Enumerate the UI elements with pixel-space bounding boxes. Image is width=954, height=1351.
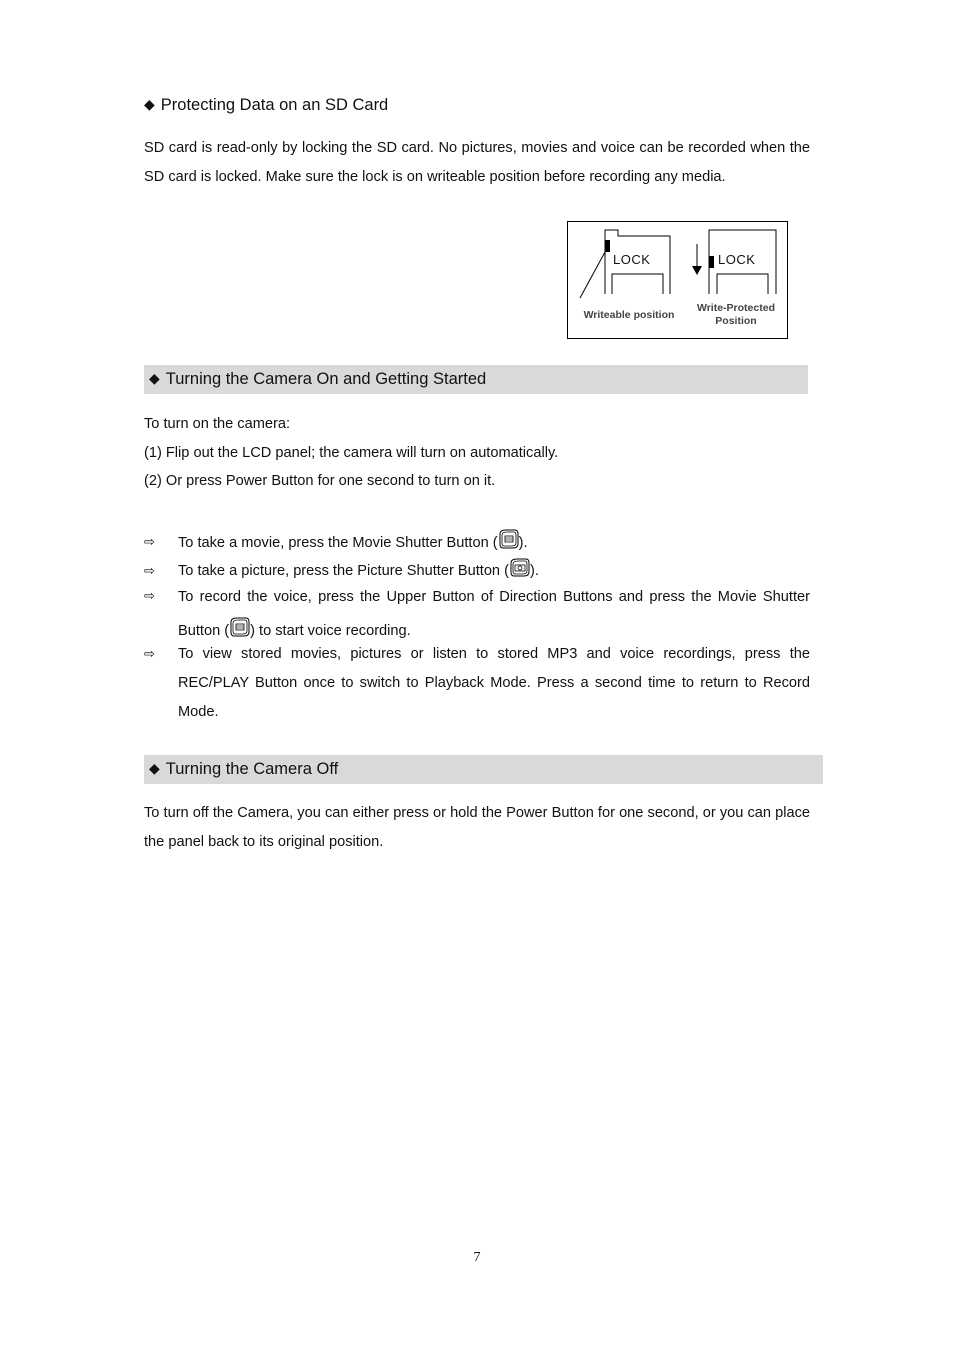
section-heading-turning-on bbox=[144, 365, 808, 394]
section-heading-turning-off bbox=[144, 755, 823, 784]
diamond-bullet-icon: ◆ bbox=[149, 760, 160, 776]
caption-writeable: Writeable position bbox=[583, 309, 675, 321]
heading-text: Protecting Data on an SD Card bbox=[160, 96, 389, 114]
heading-text: Turning the Camera Off bbox=[165, 760, 339, 778]
bullet-movie bbox=[178, 526, 810, 560]
lock-label-right: LOCK bbox=[718, 252, 756, 267]
diamond-bullet-icon: ◆ bbox=[149, 370, 160, 386]
arrow-bullet-icon: ⇨ bbox=[144, 646, 155, 661]
lock-label-left: LOCK bbox=[613, 252, 651, 267]
turn-on-intro: To turn on the camera: bbox=[144, 416, 291, 432]
bullet-text-before: To record the voice, press the Upper Button of Direction Buttons and press the Movie Shutter Button ( bbox=[178, 589, 810, 639]
bullet-text-before: To take a movie, press the Movie Shutter Button ( bbox=[178, 535, 498, 551]
diamond-bullet-icon: ◆ bbox=[144, 96, 155, 112]
sd-card-paragraph: SD card is read-only by locking the SD card. No pictures, movies and voice can be recorded when the SD card is locked. Make sure the lock is on writeable position before recording any media. bbox=[144, 140, 810, 185]
bullet-text-after: ). bbox=[518, 535, 528, 551]
bullet-text-after: ). bbox=[529, 563, 539, 579]
step-2: (2) Or press Power Button for one second to turn on it. bbox=[144, 473, 496, 489]
turn-off-paragraph: To turn off the Camera, you can either press or hold the Power Button for one second, or you can place the panel back to its original position. bbox=[144, 805, 810, 850]
bullet-voice bbox=[178, 580, 810, 648]
arrow-bullet-icon: ⇨ bbox=[144, 563, 155, 578]
bullet-text-after: ) to start voice recording. bbox=[250, 623, 411, 639]
sd-card-lock-figure bbox=[567, 221, 788, 339]
arrow-bullet-icon: ⇨ bbox=[144, 534, 155, 549]
movie-shutter-icon bbox=[498, 528, 519, 550]
step-1: (1) Flip out the LCD panel; the camera will turn on automatically. bbox=[144, 445, 559, 461]
page-number: 7 bbox=[473, 1250, 481, 1265]
caption-write-protected: Write-Protected Position bbox=[697, 302, 775, 327]
heading-text: Turning the Camera On and Getting Started bbox=[165, 370, 487, 388]
picture-shutter-icon bbox=[509, 556, 530, 578]
arrow-bullet-icon: ⇨ bbox=[144, 588, 155, 603]
bullet-text-before: To take a picture, press the Picture Shutter Button ( bbox=[178, 563, 509, 579]
bullet-playback: To view stored movies, pictures or listen to stored MP3 and voice recordings, press the REC/PLAY Button once to switch to Playback Mode. Press a second time to return to Record Mode. bbox=[178, 646, 810, 720]
movie-shutter-icon bbox=[229, 616, 250, 638]
section-heading-sd-card bbox=[144, 94, 388, 116]
